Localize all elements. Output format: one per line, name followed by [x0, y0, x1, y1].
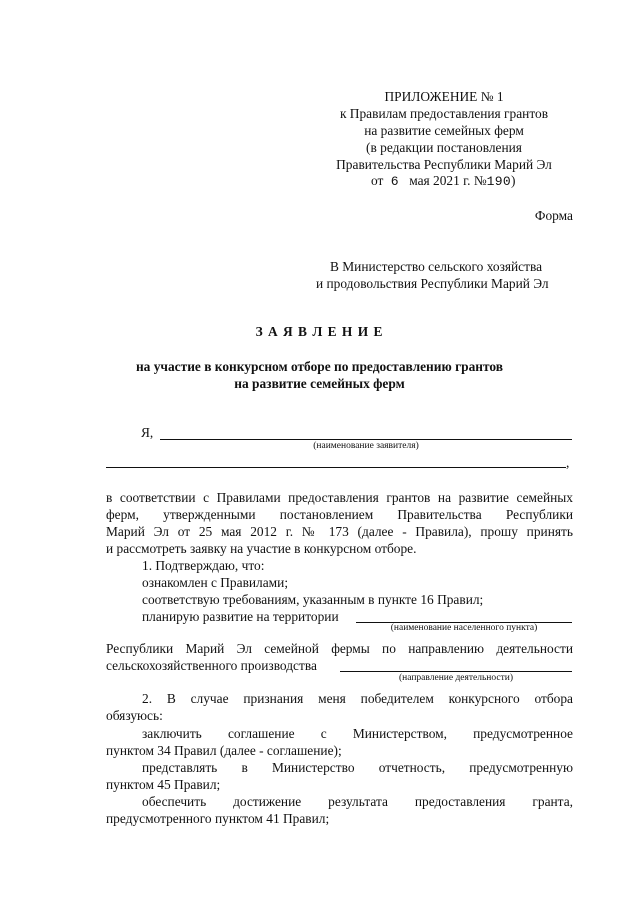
- obligation-3-line-1: обеспечить достижение результата предоставления гранта,: [142, 794, 573, 809]
- subtitle-line-1: на участие в конкурсном отборе по предоставлению грантов: [135, 359, 504, 374]
- annex-line-4: (в редакции постановления: [366, 140, 522, 155]
- settlement-caption: (наименование населенного пункта): [390, 623, 538, 633]
- para1-line-2: ферм, утвержденными постановлением Правительства Республики: [106, 507, 573, 522]
- applicant-name-line[interactable]: [160, 439, 572, 440]
- confirm-item-1: ознакомлен с Правилами;: [142, 575, 289, 590]
- date-number-handwritten: 190: [486, 174, 511, 189]
- date-close-paren: ): [510, 173, 516, 188]
- date-prefix: от: [371, 173, 384, 188]
- para1-line-4: и рассмотреть заявку на участие в конкурсном отборе.: [106, 541, 417, 556]
- para3-line-1: 2. В случае признания меня победителем конкурсного отбора: [142, 691, 573, 706]
- applicant-caption: (наименование заявителя): [313, 441, 419, 451]
- annex-line-2: к Правилам предоставления грантов: [339, 106, 549, 121]
- addressee-line-1: В Министерство сельского хозяйства: [330, 259, 543, 274]
- confirm-item-2: соответствую требованиям, указанным в пункте 16 Правил;: [142, 592, 484, 607]
- annex-line-5: Правительства Республики Марий Эл: [336, 157, 552, 172]
- confirm-heading: 1. Подтверждаю, что:: [142, 558, 265, 573]
- obligation-2-line-1: представлять в Министерство отчетность, предусмотренную: [142, 760, 573, 775]
- applicant-name-line-2[interactable]: [106, 467, 566, 468]
- subtitle-line-2: на развитие семейных ферм: [234, 376, 405, 391]
- obligation-1-line-1: заключить соглашение с Министерством, предусмотренное: [142, 726, 573, 741]
- applicant-prefix: Я,: [141, 425, 154, 440]
- para3-line-2: обязуюсь:: [106, 708, 163, 723]
- obligation-3-line-2: предусмотренного пунктом 41 Правил;: [106, 811, 330, 826]
- date-day-handwritten: 6: [390, 174, 399, 189]
- annex-date-line: [371, 172, 515, 190]
- addressee-line-2: и продовольствия Республики Марий Эл: [316, 276, 549, 291]
- activity-direction-caption: (направление деятельности): [398, 673, 513, 683]
- obligation-1-line-2: пунктом 34 Правил (далее - соглашение);: [106, 743, 342, 758]
- form-label: Форма: [534, 208, 573, 223]
- obligation-2-line-2: пунктом 45 Правил;: [106, 777, 221, 792]
- annex-line-3: на развитие семейных ферм: [364, 123, 524, 138]
- para2-line-1: Республики Марий Эл семейной фермы по направлению деятельности: [106, 641, 573, 656]
- para2-line-2: сельскохозяйственного производства: [106, 658, 317, 673]
- annex-number: ПРИЛОЖЕНИЕ № 1: [384, 89, 504, 104]
- applicant-comma: ,: [566, 455, 570, 470]
- para1-line-1: в соответствии с Правилами предоставления грантов на развитие семейных: [106, 490, 573, 505]
- document-title: З А Я В Л Е Н И Е: [255, 324, 384, 339]
- date-month-year: мая 2021 г. №: [409, 173, 487, 188]
- para1-line-3: Марий Эл от 25 мая 2012 г. № 173 (далее - Правила), прошу принять: [106, 524, 573, 539]
- activity-direction-line[interactable]: [340, 671, 572, 672]
- confirm-item-3: планирую развитие на территории: [142, 609, 339, 624]
